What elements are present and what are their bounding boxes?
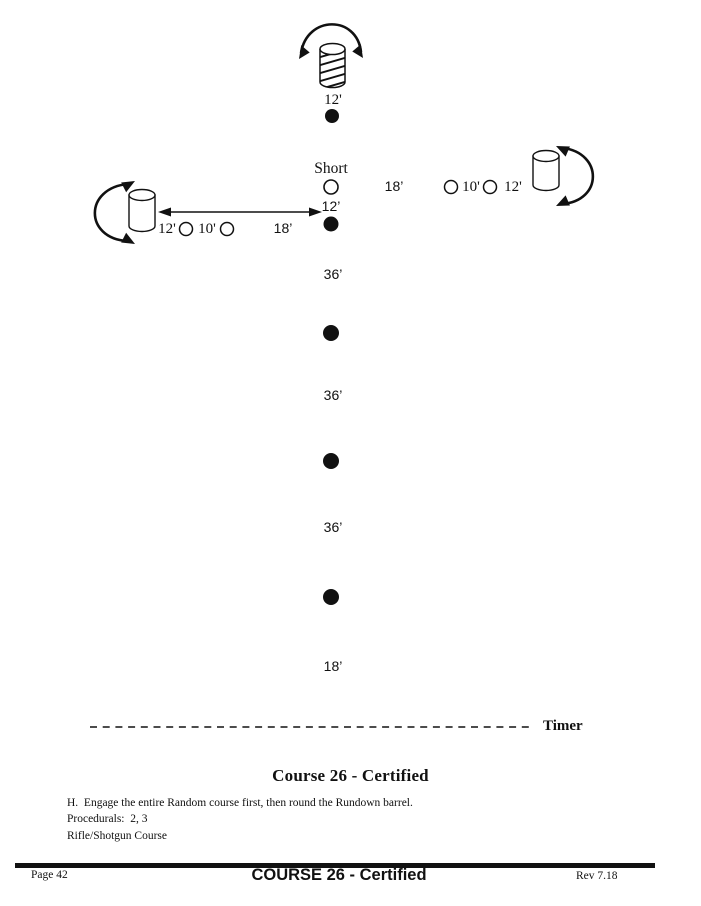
timer-label: Timer	[543, 718, 583, 734]
footer-revision: Rev 7.18	[576, 870, 618, 882]
course-title: Course 26 - Certified	[272, 766, 429, 785]
column-spacing-label: 18’	[323, 658, 343, 674]
marker-circle	[484, 181, 497, 194]
footer-page-number: Page 42	[31, 869, 68, 881]
right-middle-distance-label: 10'	[462, 179, 480, 195]
marker-circle	[180, 223, 193, 236]
right-to-center-distance-label: 18’	[384, 178, 404, 194]
procedurals-line: Procedurals: 2, 3	[67, 813, 148, 825]
left-to-center-distance-label: 18’	[273, 220, 293, 236]
short-marker-circle	[324, 180, 338, 194]
column-spacing-label: 36’	[323, 266, 343, 282]
distance-arrow-icon	[158, 208, 322, 217]
rundown-barrel-icon	[317, 44, 348, 91]
column-spacing-label: 36’	[323, 387, 343, 403]
rundown-barrel-distance-label: 12'	[324, 92, 342, 108]
footer-course-title: COURSE 26 - Certified	[251, 866, 427, 884]
target-dot	[323, 325, 339, 341]
target-dot	[323, 453, 339, 469]
right-barrel-icon	[533, 151, 559, 191]
left-middle-distance-label: 10'	[198, 221, 216, 237]
column-spacing-label: 36’	[323, 519, 343, 535]
instruction-line: H. Engage the entire Random course first, then round the Rundown barrel.	[67, 797, 413, 809]
target-dot	[323, 589, 339, 605]
course-type-line: Rifle/Shotgun Course	[67, 830, 167, 842]
target-dot	[324, 217, 339, 232]
short-position-label: Short	[314, 160, 348, 177]
left-barrel-icon	[129, 190, 155, 232]
marker-circle	[445, 181, 458, 194]
right-barrel-distance-label: 12'	[504, 179, 522, 195]
target-dot	[325, 109, 339, 123]
short-distance-label: 12’	[321, 198, 341, 214]
marker-circle	[221, 223, 234, 236]
left-barrel-distance-label: 12'	[158, 221, 176, 237]
